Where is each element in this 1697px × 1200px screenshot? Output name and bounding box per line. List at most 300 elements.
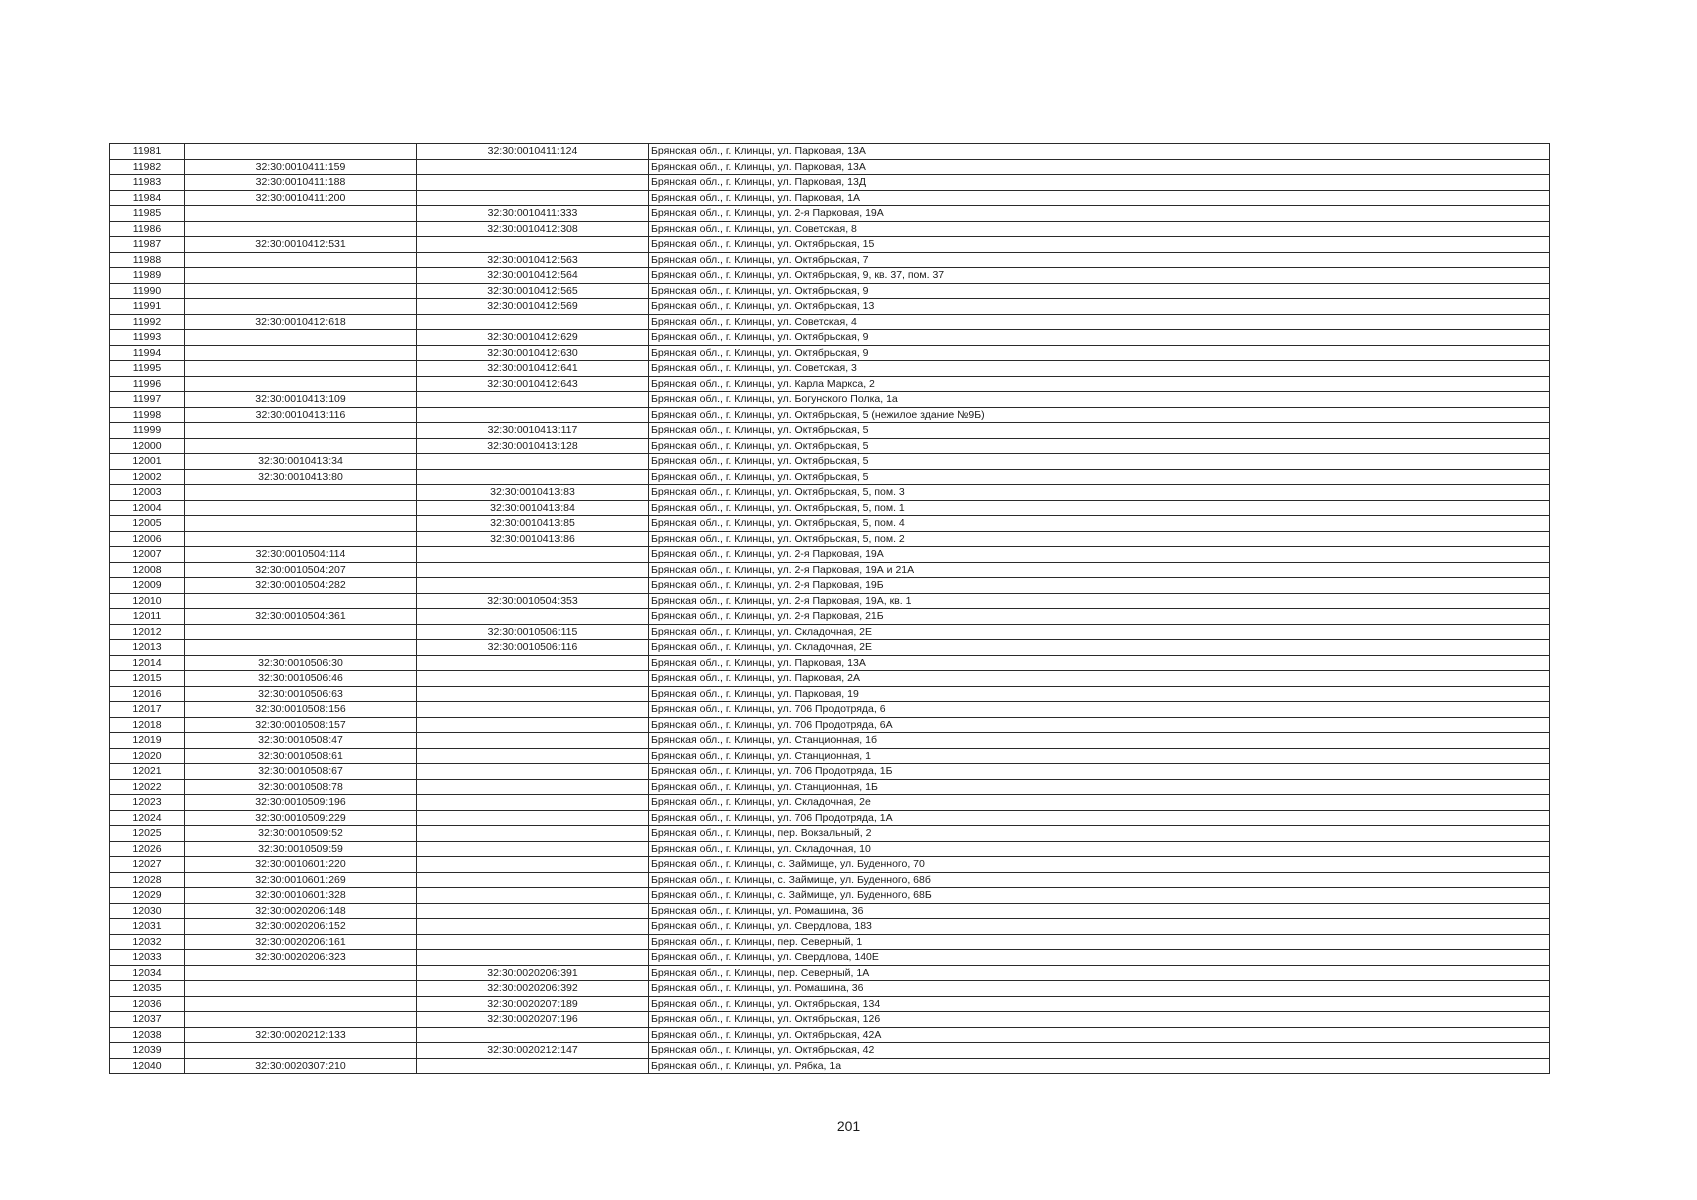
related-cadastral-number-cell: 32:30:0010412:643 (417, 376, 649, 392)
cadastral-number-cell (185, 531, 417, 547)
related-cadastral-number-cell (417, 1027, 649, 1043)
cadastral-number-cell: 32:30:0010506:63 (185, 686, 417, 702)
cadastral-number-cell: 32:30:0010413:34 (185, 454, 417, 470)
table-row (110, 423, 1550, 439)
row-number-cell: 11981 (110, 144, 185, 160)
row-number-cell: 12001 (110, 454, 185, 470)
related-cadastral-number-cell (417, 764, 649, 780)
table-row (110, 345, 1550, 361)
table-row (110, 469, 1550, 485)
row-number-cell: 12030 (110, 903, 185, 919)
row-number-cell: 12011 (110, 609, 185, 625)
cadastral-number-cell: 32:30:0010411:159 (185, 159, 417, 175)
cadastral-number-cell (185, 376, 417, 392)
address-cell: Брянская обл., г. Клинцы, ул. Октябрьская, 134 (649, 996, 1550, 1012)
table-row (110, 159, 1550, 175)
address-cell: Брянская обл., г. Клинцы, ул. Рябка, 1а (649, 1058, 1550, 1074)
related-cadastral-number-cell (417, 826, 649, 842)
address-cell: Брянская обл., г. Клинцы, ул. Октябрьская, 5 (649, 423, 1550, 439)
table-row (110, 733, 1550, 749)
address-cell: Брянская обл., г. Клинцы, ул. 2-я Парковая, 19Б (649, 578, 1550, 594)
cadastral-number-cell (185, 624, 417, 640)
related-cadastral-number-cell (417, 872, 649, 888)
table-row (110, 330, 1550, 346)
table-row (110, 857, 1550, 873)
address-cell: Брянская обл., г. Клинцы, ул. Парковая, 13А (649, 144, 1550, 160)
related-cadastral-number-cell (417, 748, 649, 764)
address-cell: Брянская обл., г. Клинцы, ул. Октябрьская, 5 (649, 469, 1550, 485)
address-cell: Брянская обл., г. Клинцы, ул. Октябрьская, 13 (649, 299, 1550, 315)
registry-table (109, 143, 1550, 1074)
address-cell: Брянская обл., г. Клинцы, ул. Ромашина, 36 (649, 981, 1550, 997)
related-cadastral-number-cell: 32:30:0010411:124 (417, 144, 649, 160)
address-cell: Брянская обл., г. Клинцы, ул. Советская, 3 (649, 361, 1550, 377)
related-cadastral-number-cell (417, 903, 649, 919)
row-number-cell: 12035 (110, 981, 185, 997)
cadastral-number-cell (185, 345, 417, 361)
address-cell: Брянская обл., г. Клинцы, ул. 2-я Парковая, 21Б (649, 609, 1550, 625)
table-row (110, 562, 1550, 578)
row-number-cell: 12032 (110, 934, 185, 950)
row-number-cell: 11990 (110, 283, 185, 299)
row-number-cell: 11996 (110, 376, 185, 392)
related-cadastral-number-cell: 32:30:0020206:391 (417, 965, 649, 981)
related-cadastral-number-cell: 32:30:0010413:128 (417, 438, 649, 454)
table-row (110, 717, 1550, 733)
address-cell: Брянская обл., г. Клинцы, ул. Парковая, 13А (649, 655, 1550, 671)
row-number-cell: 12034 (110, 965, 185, 981)
address-cell: Брянская обл., г. Клинцы, ул. Свердлова, 183 (649, 919, 1550, 935)
row-number-cell: 12005 (110, 516, 185, 532)
related-cadastral-number-cell (417, 1058, 649, 1074)
address-cell: Брянская обл., г. Клинцы, ул. 2-я Парковая, 19А (649, 547, 1550, 563)
related-cadastral-number-cell (417, 919, 649, 935)
table-row (110, 748, 1550, 764)
address-cell: Брянская обл., г. Клинцы, ул. Октябрьская, 5 (649, 438, 1550, 454)
table-row (110, 981, 1550, 997)
address-cell: Брянская обл., г. Клинцы, ул. Октябрьская, 9 (649, 330, 1550, 346)
address-cell: Брянская обл., г. Клинцы, ул. Октябрьская, 15 (649, 237, 1550, 253)
table-row (110, 376, 1550, 392)
row-number-cell: 12019 (110, 733, 185, 749)
row-number-cell: 11986 (110, 221, 185, 237)
table-row (110, 1012, 1550, 1028)
row-number-cell: 12040 (110, 1058, 185, 1074)
table-row (110, 888, 1550, 904)
table-row (110, 516, 1550, 532)
cadastral-number-cell: 32:30:0020212:133 (185, 1027, 417, 1043)
cadastral-number-cell: 32:30:0020307:210 (185, 1058, 417, 1074)
row-number-cell: 12003 (110, 485, 185, 501)
address-cell: Брянская обл., г. Клинцы, с. Займище, ул. Буденного, 68Б (649, 888, 1550, 904)
related-cadastral-number-cell (417, 159, 649, 175)
table-row (110, 624, 1550, 640)
page-number: 201 (836, 1118, 861, 1134)
address-cell: Брянская обл., г. Клинцы, ул. 706 Продотряда, 1А (649, 810, 1550, 826)
cadastral-number-cell: 32:30:0010508:67 (185, 764, 417, 780)
address-cell: Брянская обл., г. Клинцы, ул. Октябрьская, 5, пом. 1 (649, 500, 1550, 516)
cadastral-number-cell: 32:30:0010411:188 (185, 175, 417, 191)
table-row (110, 392, 1550, 408)
address-cell: Брянская обл., г. Клинцы, ул. Станционная, 1б (649, 733, 1550, 749)
table-row (110, 1027, 1550, 1043)
address-cell: Брянская обл., г. Клинцы, ул. Парковая, 13А (649, 159, 1550, 175)
row-number-cell: 12038 (110, 1027, 185, 1043)
address-cell: Брянская обл., г. Клинцы, ул. Октябрьская, 5, пом. 3 (649, 485, 1550, 501)
row-number-cell: 12027 (110, 857, 185, 873)
cadastral-number-cell (185, 996, 417, 1012)
related-cadastral-number-cell (417, 175, 649, 191)
cadastral-number-cell: 32:30:0010504:282 (185, 578, 417, 594)
address-cell: Брянская обл., г. Клинцы, ул. Советская, 8 (649, 221, 1550, 237)
table-row (110, 299, 1550, 315)
registry-table-body (110, 144, 1550, 1074)
cadastral-number-cell (185, 640, 417, 656)
row-number-cell: 12000 (110, 438, 185, 454)
address-cell: Брянская обл., г. Клинцы, ул. Октябрьская, 5 (649, 454, 1550, 470)
related-cadastral-number-cell: 32:30:0010413:85 (417, 516, 649, 532)
row-number-cell: 12014 (110, 655, 185, 671)
table-row (110, 221, 1550, 237)
address-cell: Брянская обл., г. Клинцы, ул. Октябрьская, 5, пом. 2 (649, 531, 1550, 547)
address-cell: Брянская обл., г. Клинцы, ул. 2-я Парковая, 19А и 21А (649, 562, 1550, 578)
cadastral-number-cell: 32:30:0010411:200 (185, 190, 417, 206)
cadastral-number-cell: 32:30:0010508:156 (185, 702, 417, 718)
address-cell: Брянская обл., г. Клинцы, ул. Парковая, 13Д (649, 175, 1550, 191)
cadastral-number-cell (185, 299, 417, 315)
table-row (110, 1043, 1550, 1059)
row-number-cell: 11991 (110, 299, 185, 315)
related-cadastral-number-cell (417, 671, 649, 687)
table-row (110, 779, 1550, 795)
cadastral-number-cell: 32:30:0010601:269 (185, 872, 417, 888)
cadastral-number-cell: 32:30:0010601:328 (185, 888, 417, 904)
cadastral-number-cell: 32:30:0010504:361 (185, 609, 417, 625)
table-row (110, 764, 1550, 780)
row-number-cell: 11993 (110, 330, 185, 346)
cadastral-number-cell (185, 268, 417, 284)
row-number-cell: 11999 (110, 423, 185, 439)
table-row (110, 454, 1550, 470)
related-cadastral-number-cell: 32:30:0010412:630 (417, 345, 649, 361)
related-cadastral-number-cell: 32:30:0010412:308 (417, 221, 649, 237)
table-row (110, 826, 1550, 842)
cadastral-number-cell: 32:30:0020206:161 (185, 934, 417, 950)
cadastral-number-cell: 32:30:0010413:116 (185, 407, 417, 423)
row-number-cell: 12022 (110, 779, 185, 795)
cadastral-number-cell: 32:30:0010508:47 (185, 733, 417, 749)
row-number-cell: 12036 (110, 996, 185, 1012)
cadastral-number-cell (185, 330, 417, 346)
related-cadastral-number-cell (417, 702, 649, 718)
address-cell: Брянская обл., г. Клинцы, ул. Парковая, 1А (649, 190, 1550, 206)
table-row (110, 500, 1550, 516)
cadastral-number-cell (185, 221, 417, 237)
row-number-cell: 12016 (110, 686, 185, 702)
row-number-cell: 12025 (110, 826, 185, 842)
related-cadastral-number-cell (417, 454, 649, 470)
table-row (110, 144, 1550, 160)
row-number-cell: 11995 (110, 361, 185, 377)
related-cadastral-number-cell (417, 655, 649, 671)
cadastral-number-cell (185, 1012, 417, 1028)
row-number-cell: 11984 (110, 190, 185, 206)
cadastral-number-cell: 32:30:0010509:229 (185, 810, 417, 826)
related-cadastral-number-cell: 32:30:0010504:353 (417, 593, 649, 609)
cadastral-number-cell: 32:30:0010509:52 (185, 826, 417, 842)
address-cell: Брянская обл., г. Клинцы, ул. 706 Продотряда, 6А (649, 717, 1550, 733)
table-row (110, 361, 1550, 377)
address-cell: Брянская обл., г. Клинцы, ул. Складочная, 2Е (649, 640, 1550, 656)
address-cell: Брянская обл., г. Клинцы, ул. Станционная, 1 (649, 748, 1550, 764)
cadastral-number-cell: 32:30:0010412:531 (185, 237, 417, 253)
row-number-cell: 12009 (110, 578, 185, 594)
table-row (110, 407, 1550, 423)
address-cell: Брянская обл., г. Клинцы, ул. Станционная, 1Б (649, 779, 1550, 795)
related-cadastral-number-cell (417, 469, 649, 485)
cadastral-number-cell: 32:30:0010413:109 (185, 392, 417, 408)
row-number-cell: 12013 (110, 640, 185, 656)
address-cell: Брянская обл., г. Клинцы, ул. 706 Продотряда, 6 (649, 702, 1550, 718)
related-cadastral-number-cell (417, 717, 649, 733)
related-cadastral-number-cell: 32:30:0010412:563 (417, 252, 649, 268)
cadastral-number-cell (185, 361, 417, 377)
cadastral-number-cell: 32:30:0010508:61 (185, 748, 417, 764)
address-cell: Брянская обл., г. Клинцы, ул. Парковая, 19 (649, 686, 1550, 702)
row-number-cell: 12028 (110, 872, 185, 888)
address-cell: Брянская обл., г. Клинцы, с. Займище, ул. Буденного, 68б (649, 872, 1550, 888)
cadastral-number-cell: 32:30:0010504:207 (185, 562, 417, 578)
cadastral-number-cell: 32:30:0010506:46 (185, 671, 417, 687)
table-row (110, 965, 1550, 981)
row-number-cell: 12024 (110, 810, 185, 826)
table-row (110, 1058, 1550, 1074)
row-number-cell: 12033 (110, 950, 185, 966)
table-row (110, 268, 1550, 284)
row-number-cell: 11982 (110, 159, 185, 175)
row-number-cell: 12006 (110, 531, 185, 547)
table-row (110, 810, 1550, 826)
table-row (110, 438, 1550, 454)
related-cadastral-number-cell: 32:30:0010413:86 (417, 531, 649, 547)
table-row (110, 578, 1550, 594)
related-cadastral-number-cell: 32:30:0020207:196 (417, 1012, 649, 1028)
related-cadastral-number-cell: 32:30:0010506:115 (417, 624, 649, 640)
cadastral-number-cell: 32:30:0010509:59 (185, 841, 417, 857)
row-number-cell: 12031 (110, 919, 185, 935)
address-cell: Брянская обл., г. Клинцы, с. Займище, ул. Буденного, 70 (649, 857, 1550, 873)
related-cadastral-number-cell (417, 190, 649, 206)
row-number-cell: 12002 (110, 469, 185, 485)
address-cell: Брянская обл., г. Клинцы, ул. Парковая, 2А (649, 671, 1550, 687)
related-cadastral-number-cell: 32:30:0010413:84 (417, 500, 649, 516)
cadastral-number-cell: 32:30:0010504:114 (185, 547, 417, 563)
address-cell: Брянская обл., г. Клинцы, ул. Складочная, 2е (649, 795, 1550, 811)
address-cell: Брянская обл., г. Клинцы, ул. Складочная, 2Е (649, 624, 1550, 640)
address-cell: Брянская обл., г. Клинцы, ул. Советская, 4 (649, 314, 1550, 330)
row-number-cell: 11994 (110, 345, 185, 361)
cadastral-number-cell: 32:30:0020206:148 (185, 903, 417, 919)
table-row (110, 206, 1550, 222)
row-number-cell: 12015 (110, 671, 185, 687)
related-cadastral-number-cell (417, 609, 649, 625)
row-number-cell: 11988 (110, 252, 185, 268)
cadastral-number-cell: 32:30:0010508:157 (185, 717, 417, 733)
address-cell: Брянская обл., г. Клинцы, ул. Богунского Полка, 1а (649, 392, 1550, 408)
table-row (110, 175, 1550, 191)
address-cell: Брянская обл., г. Клинцы, ул. Карла Маркса, 2 (649, 376, 1550, 392)
cadastral-number-cell (185, 965, 417, 981)
table-row (110, 547, 1550, 563)
address-cell: Брянская обл., г. Клинцы, ул. Октябрьская, 9 (649, 283, 1550, 299)
cadastral-number-cell (185, 423, 417, 439)
address-cell: Брянская обл., г. Клинцы, ул. 2-я Парковая, 19А (649, 206, 1550, 222)
table-row (110, 686, 1550, 702)
row-number-cell: 11992 (110, 314, 185, 330)
related-cadastral-number-cell (417, 392, 649, 408)
related-cadastral-number-cell (417, 562, 649, 578)
address-cell: Брянская обл., г. Клинцы, ул. 706 Продотряда, 1Б (649, 764, 1550, 780)
related-cadastral-number-cell (417, 950, 649, 966)
related-cadastral-number-cell (417, 314, 649, 330)
table-row (110, 252, 1550, 268)
address-cell: Брянская обл., г. Клинцы, ул. Октябрьская, 5, пом. 4 (649, 516, 1550, 532)
related-cadastral-number-cell (417, 237, 649, 253)
cadastral-number-cell: 32:30:0010506:30 (185, 655, 417, 671)
cadastral-number-cell (185, 593, 417, 609)
related-cadastral-number-cell (417, 795, 649, 811)
row-number-cell: 12020 (110, 748, 185, 764)
row-number-cell: 12023 (110, 795, 185, 811)
row-number-cell: 12037 (110, 1012, 185, 1028)
row-number-cell: 12010 (110, 593, 185, 609)
cadastral-number-cell: 32:30:0010509:196 (185, 795, 417, 811)
table-row (110, 996, 1550, 1012)
address-cell: Брянская обл., г. Клинцы, пер. Вокзальный, 2 (649, 826, 1550, 842)
related-cadastral-number-cell (417, 686, 649, 702)
table-row (110, 237, 1550, 253)
address-cell: Брянская обл., г. Клинцы, пер. Северный, 1 (649, 934, 1550, 950)
cadastral-number-cell: 32:30:0010412:618 (185, 314, 417, 330)
table-row (110, 950, 1550, 966)
row-number-cell: 12029 (110, 888, 185, 904)
related-cadastral-number-cell (417, 841, 649, 857)
related-cadastral-number-cell (417, 888, 649, 904)
related-cadastral-number-cell (417, 733, 649, 749)
cadastral-number-cell: 32:30:0020206:152 (185, 919, 417, 935)
related-cadastral-number-cell: 32:30:0010411:333 (417, 206, 649, 222)
table-row (110, 485, 1550, 501)
row-number-cell: 11987 (110, 237, 185, 253)
table-row (110, 795, 1550, 811)
table-row (110, 671, 1550, 687)
row-number-cell: 12018 (110, 717, 185, 733)
row-number-cell: 12026 (110, 841, 185, 857)
address-cell: Брянская обл., г. Клинцы, ул. Ромашина, 36 (649, 903, 1550, 919)
table-row (110, 841, 1550, 857)
related-cadastral-number-cell: 32:30:0010412:569 (417, 299, 649, 315)
address-cell: Брянская обл., г. Клинцы, ул. Складочная, 10 (649, 841, 1550, 857)
cadastral-number-cell (185, 438, 417, 454)
related-cadastral-number-cell: 32:30:0020206:392 (417, 981, 649, 997)
table-row (110, 283, 1550, 299)
address-cell: Брянская обл., г. Клинцы, ул. Октябрьская, 42А (649, 1027, 1550, 1043)
address-cell: Брянская обл., г. Клинцы, ул. Октябрьская, 5 (нежилое здание №9Б) (649, 407, 1550, 423)
cadastral-number-cell (185, 500, 417, 516)
address-cell: Брянская обл., г. Клинцы, ул. Свердлова, 140Е (649, 950, 1550, 966)
table-row (110, 190, 1550, 206)
related-cadastral-number-cell: 32:30:0010412:564 (417, 268, 649, 284)
cadastral-number-cell (185, 485, 417, 501)
cadastral-number-cell: 32:30:0010413:80 (185, 469, 417, 485)
address-cell: Брянская обл., г. Клинцы, ул. Октябрьская, 7 (649, 252, 1550, 268)
address-cell: Брянская обл., г. Клинцы, пер. Северный, 1А (649, 965, 1550, 981)
related-cadastral-number-cell (417, 810, 649, 826)
related-cadastral-number-cell: 32:30:0010506:116 (417, 640, 649, 656)
table-row (110, 314, 1550, 330)
related-cadastral-number-cell: 32:30:0010412:629 (417, 330, 649, 346)
row-number-cell: 12017 (110, 702, 185, 718)
table-row (110, 655, 1550, 671)
related-cadastral-number-cell (417, 547, 649, 563)
row-number-cell: 12021 (110, 764, 185, 780)
table-row (110, 702, 1550, 718)
cadastral-number-cell (185, 144, 417, 160)
cadastral-number-cell: 32:30:0010508:78 (185, 779, 417, 795)
related-cadastral-number-cell: 32:30:0010413:83 (417, 485, 649, 501)
related-cadastral-number-cell (417, 857, 649, 873)
table-row (110, 919, 1550, 935)
row-number-cell: 12007 (110, 547, 185, 563)
row-number-cell: 12012 (110, 624, 185, 640)
cadastral-number-cell: 32:30:0020206:323 (185, 950, 417, 966)
related-cadastral-number-cell: 32:30:0020212:147 (417, 1043, 649, 1059)
table-row (110, 609, 1550, 625)
row-number-cell: 12008 (110, 562, 185, 578)
cadastral-number-cell (185, 1043, 417, 1059)
related-cadastral-number-cell (417, 578, 649, 594)
address-cell: Брянская обл., г. Клинцы, ул. 2-я Парковая, 19А, кв. 1 (649, 593, 1550, 609)
related-cadastral-number-cell: 32:30:0020207:189 (417, 996, 649, 1012)
address-cell: Брянская обл., г. Клинцы, ул. Октябрьская, 126 (649, 1012, 1550, 1028)
table-row (110, 640, 1550, 656)
related-cadastral-number-cell: 32:30:0010413:117 (417, 423, 649, 439)
table-row (110, 531, 1550, 547)
address-cell: Брянская обл., г. Клинцы, ул. Октябрьская, 9 (649, 345, 1550, 361)
table-row (110, 872, 1550, 888)
row-number-cell: 11983 (110, 175, 185, 191)
address-cell: Брянская обл., г. Клинцы, ул. Октябрьская, 42 (649, 1043, 1550, 1059)
cadastral-number-cell (185, 252, 417, 268)
row-number-cell: 11989 (110, 268, 185, 284)
related-cadastral-number-cell: 32:30:0010412:641 (417, 361, 649, 377)
row-number-cell: 11985 (110, 206, 185, 222)
related-cadastral-number-cell (417, 934, 649, 950)
address-cell: Брянская обл., г. Клинцы, ул. Октябрьская, 9, кв. 37, пом. 37 (649, 268, 1550, 284)
cadastral-number-cell (185, 981, 417, 997)
row-number-cell: 12039 (110, 1043, 185, 1059)
related-cadastral-number-cell (417, 779, 649, 795)
cadastral-number-cell (185, 283, 417, 299)
cadastral-number-cell (185, 516, 417, 532)
cadastral-number-cell (185, 206, 417, 222)
related-cadastral-number-cell: 32:30:0010412:565 (417, 283, 649, 299)
table-row (110, 934, 1550, 950)
row-number-cell: 11997 (110, 392, 185, 408)
table-row (110, 593, 1550, 609)
row-number-cell: 11998 (110, 407, 185, 423)
cadastral-number-cell: 32:30:0010601:220 (185, 857, 417, 873)
